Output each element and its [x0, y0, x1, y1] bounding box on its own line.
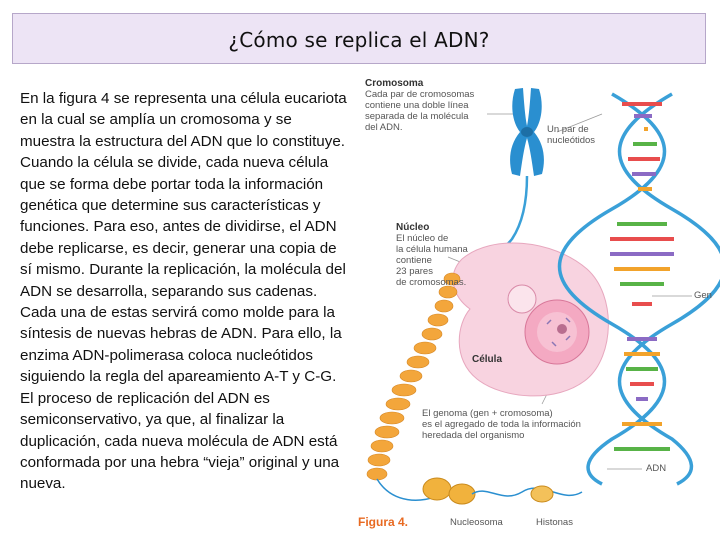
dna-figure: [352, 74, 720, 540]
title-bar: [12, 13, 706, 64]
cell: [453, 243, 608, 396]
label-nucleo: Núcleo El núcleo de la célula humana contiene 23 pares de cromosomas.: [396, 222, 468, 288]
body-paragraph: En la figura 4 se representa una célula eucariota en la cual se amplía un cromosoma y se muestra la estructura del ADN que lo constituye. Cuando la célula se divide, cada nueva célula que se forma debe portar toda la información genética que determine sus características y funciones. Para eso, antes de dividirse, el ADN debe replicarse, es decir, generar una copia de sí mismo. Durante la replicación, la molécula del ADN se desarrolla, separando sus cadenas. Cada una de estas servirá como molde para la síntesis de nuevas hebras de ADN. Para ello, la enzima ADN-polimerasa coloca nucleótidos siguiendo la regla del apareamiento A-T y C-G. El proceso de replicación del ADN es semiconservativo, ya que, al finalizar la duplicación, cada nueva molécula de ADN está conformada por una hebra “vieja” original y una nueva.: [20, 90, 347, 493]
label-gen: Gen: [694, 290, 712, 301]
label-histonas: Histonas: [536, 517, 573, 528]
label-celula: Célula: [472, 354, 503, 365]
label-par-nucleotidos: Un par de nucleótidos: [547, 124, 596, 146]
page-title: ¿Cómo se replica el ADN?: [228, 28, 490, 52]
label-cromosoma: Cromosoma Cada par de cromosomas contiene una doble línea separada de la molécula del ADN.: [365, 78, 475, 133]
coil: [367, 273, 460, 480]
chromosome: [510, 88, 544, 176]
label-genoma: El genoma (gen + cromosoma) es el agregado de toda la información heredada del organismo: [422, 408, 581, 441]
label-adn: ADN: [646, 463, 667, 474]
label-nucleosoma: Nucleosoma: [450, 517, 503, 528]
figure-caption: Figura 4.: [358, 515, 409, 529]
nucleosomes: [423, 478, 582, 504]
